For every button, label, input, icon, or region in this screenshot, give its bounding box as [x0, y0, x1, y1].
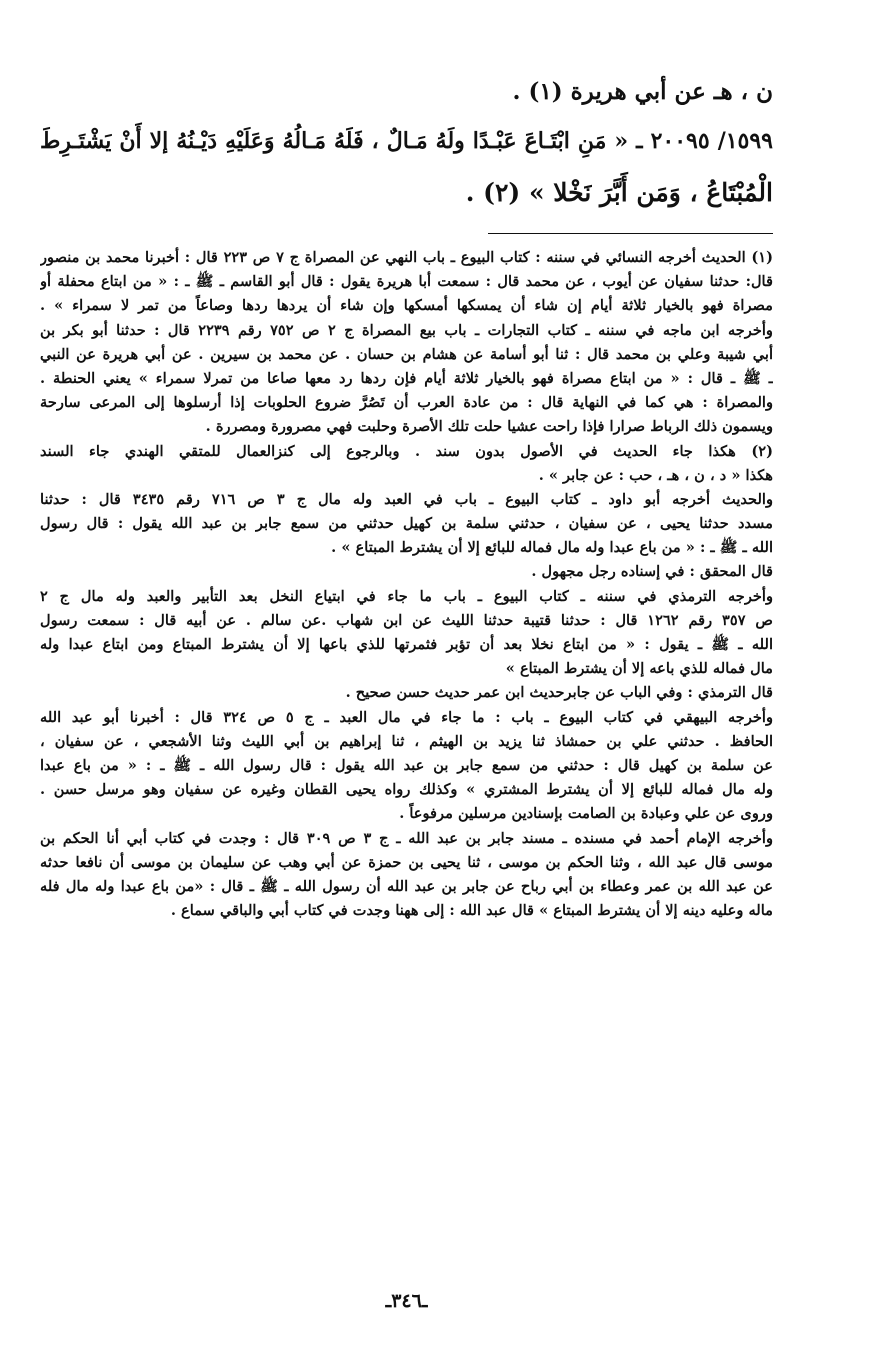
footnote-line: ـ ﷺ ـ قال : « من ابتاع مصراة فهو بالخيار ثلاثة أيام فإن ردها رد معها صاعا من تمرلا سمراء » يعني الحنطة .: [40, 369, 773, 387]
book-page: [40, 0, 773, 1357]
hadith-line-3: الْمُبْتَاعُ ، وَمَن أَبَّرَ نَخْلا » (٢) .: [465, 178, 773, 207]
footnote-line: موسى قال عبد الله ، وثنا الحكم بن موسى ، ثنا يحيى بن حمزة عن أبي وهب عن سليمان بن موسى أن نافعا حدثه: [40, 853, 773, 871]
hadith-line-2: ١٥٩٩/ ٢٠٠٩٥ ـ « مَنِ ابْتَـاعَ عَبْـدًا ولَهُ مَـالٌ ، فَلَهُ مَـالُهُ وَعَلَيْهِ دَيْـنُهُ إلا أَنْ يَشْتَـرِطَ: [40, 128, 773, 154]
footnote-line: وأخرجه الترمذي في سننه ـ كتاب البيوع ـ باب ما جاء في ابتياع النخل بعد التأبير والعبد وله مال ج ٢: [40, 587, 773, 605]
footnote-line: عن عبد الله بن عمر وعطاء بن أبي رباح عن جابر بن عبد الله أن رسول الله ـ ﷺ ـ قال : «من باع عبدا وله مال فله: [40, 877, 773, 895]
footnote-line: الله ـ ﷺ ـ يقول : « من ابتاع نخلا بعد أن تؤبر فثمرتها للذي باعها إلا أن يشترط المبتاع ومن ابتاع عبدا وله: [40, 636, 773, 653]
footnote-line: وأخرجه ابن ماجه في سننه ـ كتاب التجارات ـ باب بيع المصراة ج ٢ ص ٧٥٢ رقم ٢٢٣٩ قال : حدثنا أبو بكر بن: [40, 321, 773, 339]
footnote-line: والمصراة : هي كما في النهاية قال : من عادة العرب أن تَصُرَّ ضروع الحلوبات إذا أرسلوها إلى المرعى سارحة: [40, 394, 773, 412]
footnote-line: مال فماله للذي باعه إلا أن يشترط المبتاع »: [505, 660, 773, 678]
footnote-line: أبي شيبة وعلي بن محمد قال : ثنا أبو أسامة عن هشام بن حسان . عن محمد بن سيرين . عن أبي هريرة عن النبي: [40, 345, 773, 363]
footnote-line: ماله وعليه دينه إلا أن يشترط المبتاع » قال عبد الله : إلى ههنا وجدت في كتاب أبي والباقي سماع .: [170, 902, 773, 920]
footnote-line: قال: حدثنا سفيان عن أيوب ، عن محمد قال : سمعت أبا هريرة يقول : قال أبو القاسم ـ ﷺ ـ : « من ابتاع محفلة أو: [40, 273, 773, 291]
footnote-separator: [488, 233, 773, 234]
footnote-line: وروى عن علي وعبادة بن الصامت بإسنادين مرسلين مرفوعاً .: [399, 805, 773, 823]
footnotes: [40, 246, 773, 923]
footnote-line: مصراة فهو بالخيار ثلاثة أيام إن شاء أن يمسكها أمسكها وإن شاء أن يردها ردها وصاعاً من تمر لا سمراء » .: [40, 297, 773, 315]
page-number: ـ٣٤٦ـ: [385, 1290, 428, 1312]
footnote-line: (٢) هكذا جاء الحديث في الأصول بدون سند . وبالرجوع إلى كنزالعمال للمتقي الهندي جاء السند: [40, 442, 773, 460]
footnote-line: وأخرجه الإمام أحمد في مسنده ـ مسند جابر بن عبد الله ـ ج ٣ ص ٣٠٩ قال : وجدت في كتاب أبي أنا الحكم بن: [40, 829, 773, 847]
footnote-line: (١) الحديث أخرجه النسائي في سننه : كتاب البيوع ـ باب النهي عن المصراة ج ٧ ص ٢٢٣ قال : أخبرنا محمد بن منصور: [40, 249, 773, 266]
footnote-line: وله مال فماله للبائع إلا أن يشترط المشتري » وكذلك رواه يحيى القطان وغيره عن سفيان وهو مرسل حسن .: [40, 781, 773, 799]
footnote-line: الحافظ . حدثني علي بن حمشاذ ثنا يزيد بن الهيثم ، ثنا إبراهيم بن أبي الليث وثنا الأشجعي ، عن سفيان ،: [40, 732, 773, 750]
footnote-line: ويسمون ذلك الرباط صرارا فإذا راحت عشيا حلت تلك الأصرة وحلبت فهي مصرورة ومصررة .: [205, 418, 773, 436]
footnote-line: قال المحقق : في إسناده رجل مجهول .: [531, 563, 773, 581]
footnote-line: الله ـ ﷺ ـ : « من باع عبدا وله مال فماله للبائع إلا أن يشترط المبتاع » .: [331, 539, 773, 557]
footnote-line: ص ٣٥٧ رقم ١٢٦٢ قال : حدثنا قتيبة حدثنا الليث عن ابن شهاب .عن سالم . عن أبيه قال : سمعت رسول: [40, 611, 773, 629]
hadith-line-1: ن ، هـ عن أبي هريرة (١) .: [512, 78, 773, 105]
footnote-line: مسدد حدثنا يحيى ، عن سفيان ، حدثني سلمة بن كهيل حدثني من سمع جابر بن عبد الله يقول : قال رسول: [40, 515, 773, 533]
footnote-line: قال الترمذي : وفي الباب عن جابرحديث ابن عمر حديث حسن صحيح .: [345, 684, 773, 702]
footnote-line: هكذا « د ، ن ، هـ ، حب : عن جابر » .: [538, 466, 773, 484]
footnote-line: والحديث أخرجه أبو داود ـ كتاب البيوع ـ باب في العبد وله مال ج ٣ ص ٧١٦ رقم ٣٤٣٥ قال : حدثنا: [40, 490, 773, 508]
footnote-line: وأخرجه البيهقي في كتاب البيوع ـ باب : ما جاء في مال العبد ـ ج ٥ ص ٣٢٤ قال : أخبرنا أبو عبد الله: [40, 708, 773, 726]
footnote-line: عن سلمة بن كهيل قال : حدثني من سمع جابر بن عبد الله يقول : قال رسول الله ـ ﷺ ـ : « من باع عبدا: [40, 756, 773, 774]
